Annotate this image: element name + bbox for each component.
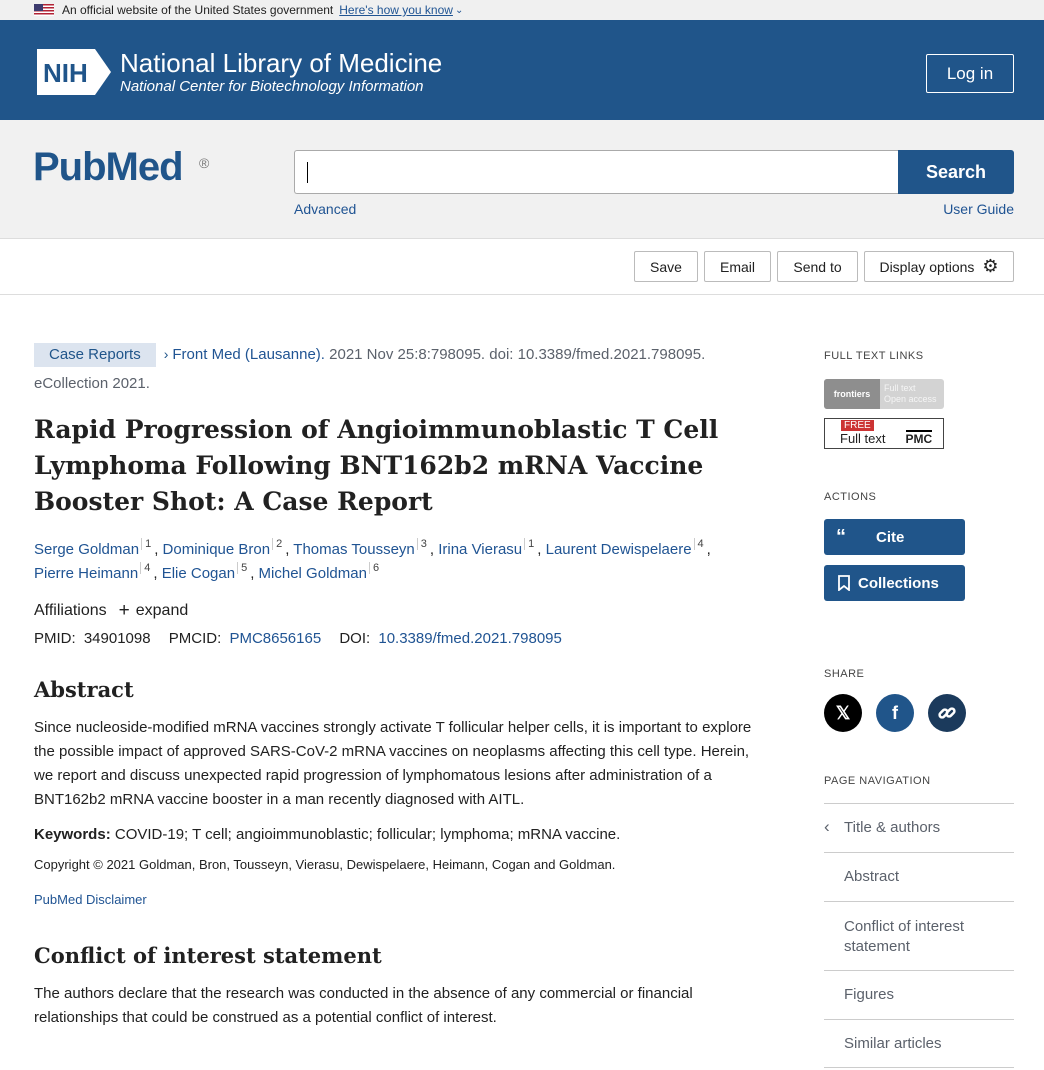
author-link[interactable]: Serge Goldman (34, 541, 140, 558)
affiliations-label: Affiliations (34, 602, 107, 619)
search-input[interactable] (294, 150, 899, 194)
author-link[interactable]: Pierre Heimann (34, 565, 139, 582)
ncbi-subtitle: National Center for Biotechnology Information (120, 78, 424, 95)
publication-info (34, 340, 764, 398)
affiliations-toggle[interactable] (34, 600, 764, 622)
pubmed-logo[interactable]: PubMed ® (33, 145, 210, 189)
article-identifiers (34, 630, 764, 647)
search-button[interactable]: Search (898, 150, 1014, 194)
abstract-heading: Abstract (34, 677, 134, 702)
affiliation-number[interactable]: 2 (272, 538, 285, 550)
author-list: Serge Goldman 1 , Dominique Bron 2 , Thomas Tousseyn 3 , Irina Vierasu 1 , Laurent Dewispelaere 4 , Pierre Heimann 4 , Elie Cogan 5 , Michel Goldman 6 (34, 538, 711, 582)
collections-button[interactable] (824, 565, 965, 601)
author-link[interactable]: Michel Goldman (258, 565, 367, 582)
send-to-button[interactable]: Send to (777, 251, 858, 282)
affiliation-number[interactable]: 4 (140, 562, 153, 574)
affiliation-number[interactable]: 1 (141, 538, 154, 550)
share-heading: SHARE (824, 668, 865, 680)
full-text-links-heading: FULL TEXT LINKS (824, 350, 924, 362)
pmcid-label: PMCID: (168, 630, 222, 647)
gov-banner-text: An official website of the United States government (62, 3, 334, 17)
cite-label: Cite (876, 528, 905, 546)
abstract-text: Since nucleoside-modified mRNA vaccines strongly activate T follicular helper cells, it is important to explore the possible impact of approved SARS-CoV-2 mRNA vaccines on neoplasms affecting this cell type. Herein, we report and discuss unexpected rapid progression of lymphomatous lesions after administration of a BNT162b2 mRNA vaccine booster in a man recently diagnosed with AITL. (34, 719, 752, 808)
nav-similar-articles[interactable]: Similar articles (824, 1019, 1014, 1068)
save-button[interactable]: Save (634, 251, 698, 282)
article-main (34, 340, 764, 1030)
free-badge: FREE (841, 420, 874, 431)
x-share-icon[interactable]: 𝕏 (824, 694, 862, 732)
nav-conflict-of-interest[interactable]: Conflict of interest statement (824, 901, 1014, 970)
user-guide-link[interactable]: User Guide (943, 201, 1014, 217)
journal-link[interactable]: Front Med (Lausanne). (172, 346, 325, 363)
pmid-value: 34901098 (83, 630, 151, 647)
expand-label: expand (135, 602, 189, 619)
frontiers-full-text-label: Full text (884, 383, 916, 393)
affiliation-number[interactable]: 6 (369, 562, 382, 574)
nav-abstract[interactable]: Abstract (824, 852, 1014, 901)
nav-title-authors[interactable] (824, 803, 1014, 852)
frontiers-open-access-label: Open access (884, 394, 937, 404)
frontiers-full-text-link[interactable] (824, 379, 944, 409)
author-link[interactable]: Irina Vierasu (438, 541, 523, 558)
coi-text: The authors declare that the research was conducted in the absence of any commercial or financial relationships that could be construed as a potential conflict of interest. (34, 985, 693, 1026)
coi-heading: Conflict of interest statement (34, 943, 382, 968)
cite-button[interactable] (824, 519, 965, 555)
ecollection-text: eCollection 2021. (34, 375, 150, 392)
quote-icon: “ (836, 525, 846, 548)
article-toolbar (0, 239, 1044, 295)
email-button[interactable]: Email (704, 251, 771, 282)
pmc-full-text-label: Full text (840, 431, 886, 446)
link-share-icon[interactable] (928, 694, 966, 732)
page-navigation-heading: PAGE NAVIGATION (824, 775, 931, 787)
nlm-title[interactable]: National Library of Medicine (120, 48, 443, 78)
pmc-logo: PMC (905, 432, 933, 446)
keywords-value: COVID-19; T cell; angioimmunoblastic; follicular; lymphoma; mRNA vaccine. (110, 826, 621, 843)
nav-item-label: Title & authors (844, 819, 941, 836)
display-options-button[interactable] (864, 251, 1014, 282)
share-buttons (824, 694, 1014, 732)
pmid-label: PMID: (34, 630, 76, 647)
affiliation-number[interactable]: 5 (237, 562, 250, 574)
actions-heading: ACTIONS (824, 491, 877, 503)
collections-label: Collections (858, 574, 939, 592)
citation-text: 2021 Nov 25:8:798095. doi: 10.3389/fmed.2021.798095. (324, 346, 706, 363)
display-options-label: Display options (879, 258, 975, 275)
article-title: Rapid Progression of Angioimmunoblastic T Cell Lymphoma Following BNT162b2 mRNA Vaccine Booster Shot: A Case Report (34, 415, 719, 516)
chain-link-icon (937, 703, 957, 723)
sidebar (824, 350, 1014, 1052)
us-flag-icon (34, 4, 54, 16)
facebook-share-icon[interactable]: f (876, 694, 914, 732)
advanced-search-link[interactable]: Advanced (294, 201, 357, 217)
plus-icon: + (118, 600, 130, 621)
heres-how-you-know-link[interactable]: Here's how you know (339, 3, 453, 17)
pmc-full-text-link[interactable] (824, 418, 944, 449)
frontiers-logo: frontiers (824, 379, 880, 409)
doi-label: DOI: (339, 630, 371, 647)
keywords (34, 826, 764, 843)
keywords-label: Keywords: (34, 826, 111, 843)
pubmed-disclaimer-link[interactable]: PubMed Disclaimer (34, 892, 147, 907)
nav-figures[interactable]: Figures (824, 970, 1014, 1019)
svg-text:NIH: NIH (43, 58, 88, 88)
bookmark-icon (838, 575, 850, 591)
chevron-right-icon[interactable]: › (163, 346, 169, 362)
author-link[interactable]: Laurent Dewispelaere (545, 541, 692, 558)
author-link[interactable]: Thomas Tousseyn (293, 541, 415, 558)
affiliation-number[interactable]: 1 (524, 538, 537, 550)
gov-banner (0, 0, 1044, 20)
doi-link[interactable]: 10.3389/fmed.2021.798095 (378, 630, 562, 647)
gear-icon: ⚙ (982, 256, 999, 276)
nih-logo[interactable] (35, 47, 113, 97)
nih-header (0, 20, 1044, 120)
pmcid-link[interactable]: PMC8656165 (229, 630, 322, 647)
login-button[interactable]: Log in (926, 54, 1014, 93)
affiliation-number[interactable]: 3 (417, 538, 430, 550)
author-link[interactable]: Dominique Bron (162, 541, 271, 558)
article-type-badge: Case Reports (34, 343, 156, 367)
author-link[interactable]: Elie Cogan (161, 565, 236, 582)
chevron-down-icon: ⌄ (454, 4, 464, 16)
search-band (0, 120, 1044, 239)
chevron-left-icon: ‹ (824, 817, 830, 836)
copyright-text: Copyright © 2021 Goldman, Bron, Tousseyn, Vierasu, Dewispelaere, Heimann, Cogan and Goldman. (34, 857, 616, 872)
text-caret (307, 162, 308, 183)
affiliation-number[interactable]: 4 (694, 538, 707, 550)
